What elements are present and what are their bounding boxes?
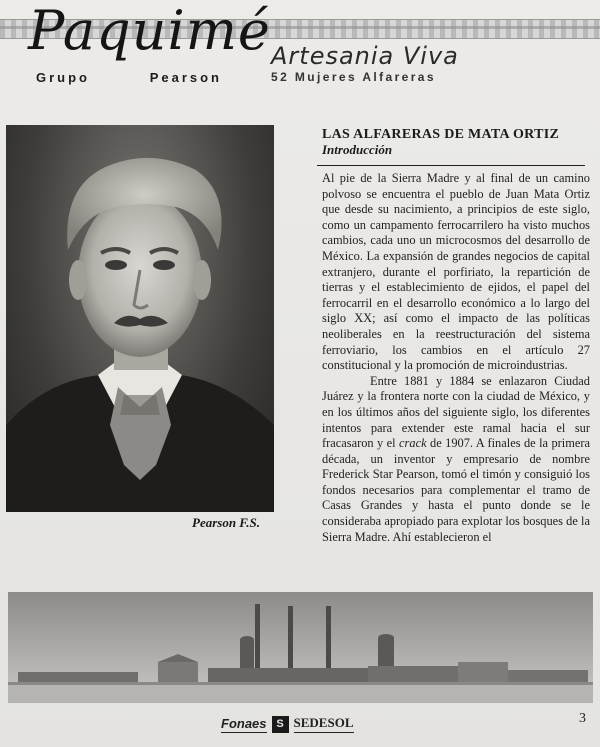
footer-logos [221,715,354,733]
page-number: 3 [579,711,586,726]
factory-photo [8,592,593,703]
brand-subtitle [36,70,222,85]
fonaes-logo: Fonaes [221,715,267,731]
portrait-caption: Pearson F.S. [192,515,261,530]
portrait-photo [6,125,274,512]
paragraph-2 [322,374,590,546]
sedesol-logo: SEDESOL [294,715,354,733]
paragraph-2-crack: crack [399,436,427,451]
title-rule [317,165,585,166]
article-title: LAS ALFARERAS DE MATA ORTIZ [322,127,560,142]
brand-subtitle-left: Grupo [36,70,90,85]
paragraph-1: Al pie de la Sierra Madre y al final de un camino polvoso se encuentra el pueblo de Juan Mata Ortiz que desde su nacimiento, a principios de este siglo, como un campamento ferrocarrilero ha visto muchos cambios, cada uno un microcosmos del desarrollo de México. La expansión de grandes negocios de capital extranjero, durante el porfiriato, la repartición de tierras y el establecimiento de ejidos, el papel del ferrocarril en el desarrollo económico a lo largo del siglo XX; así como el impacto de las políticas neoliberales en la reestructuración del sistema ferroviario, los cambios en el artículo 27 constitucional y la promoción de microindustrias. [322,171,590,373]
portrait-illustration [6,125,274,512]
factory-illustration [8,592,593,703]
paragraph-2-part-a: Entre 1881 y 1884 se enlazaron Ciudad Juárez y la frontera norte con la ciudad de México, y en los últimos años del siguiente siglo, los diferentes intentos para extender este ramal hacia el sur fracasaron y el [322,373,590,451]
article-body [322,171,590,545]
paragraph-2-part-b: de 1907. A finales de la primera década, un inventor y empresario de nombre Frederick Star Pearson, tomó el timón y consiguió los fondos necesarios para complementar el tramo de Casas Grandes y hasta el punto donde se le consideraba apropiado para explotar los bosques de la Sierra Madre. Ahí establecieron el [322,436,590,544]
brand-logo-text: Paquimé [28,0,271,62]
sedesol-emblem-icon: S [272,716,289,733]
brand-subtitle-right: Pearson [149,70,222,85]
tagline-subtitle: 52 Mujeres Alfareras [271,70,436,84]
tagline-title: Artesania Viva [271,42,459,70]
article-subtitle: Introducción [322,142,393,157]
